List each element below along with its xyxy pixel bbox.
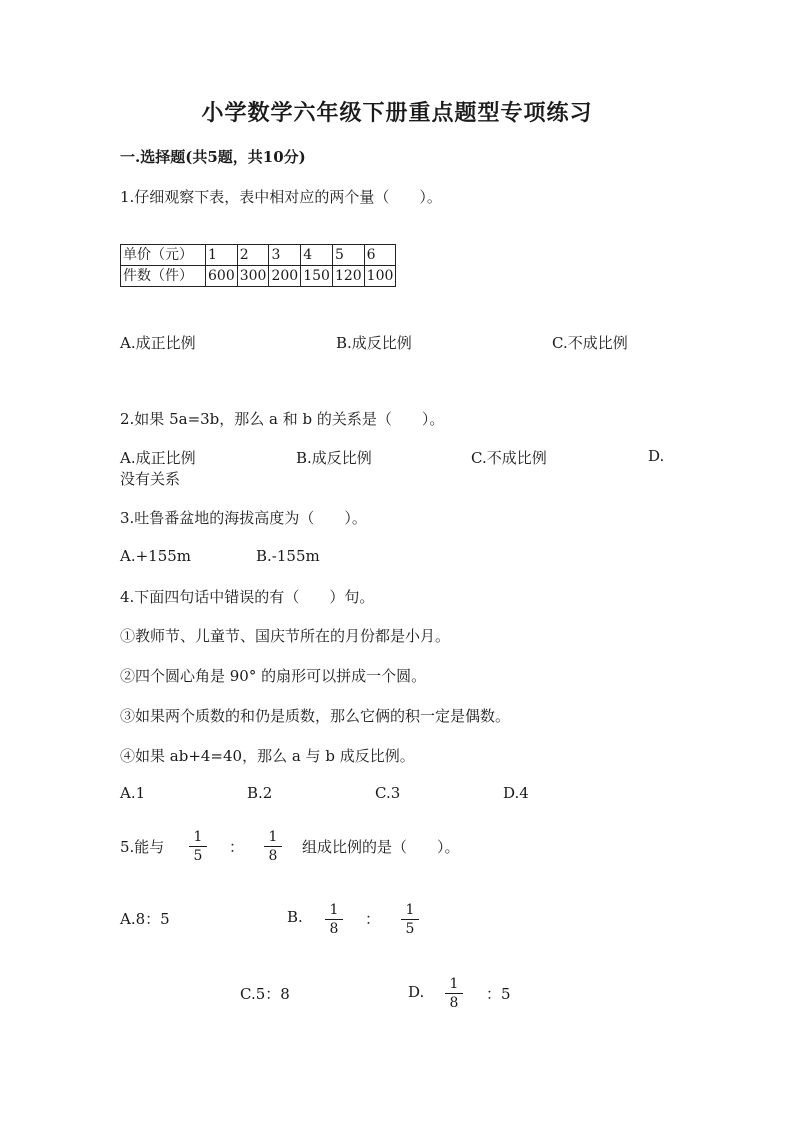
table-cell: 120: [332, 266, 364, 287]
q5-option-b-fraction-2: [401, 902, 419, 937]
table-cell: 6: [364, 245, 396, 266]
q2-option-d-text[interactable]: 没有关系: [120, 470, 181, 488]
table-cell: 4: [301, 245, 333, 266]
q5-ratio-colon: ：: [229, 838, 245, 856]
q5-fraction-one-eighth: [264, 829, 282, 864]
q4-stem: 4.下面四句话中错误的有（ ）句。: [120, 588, 375, 606]
q5-option-d-fraction: [445, 976, 463, 1011]
q3-stem: 3.吐鲁番盆地的海拔高度为（ ）。: [120, 509, 367, 527]
q5-option-b-colon: ：: [365, 910, 381, 928]
fraction-numerator: 1: [193, 829, 203, 845]
table-row: [121, 245, 396, 266]
fraction-bar: [189, 846, 207, 847]
table-row: [121, 266, 396, 287]
fraction-bar: [401, 919, 419, 920]
q4-option-d[interactable]: D.4: [503, 784, 529, 802]
q4-option-b[interactable]: B.2: [247, 784, 273, 802]
table-cell: 5: [332, 245, 364, 266]
fraction-denominator: 5: [405, 921, 415, 937]
q5-stem-prefix: 5.能与: [120, 838, 165, 856]
q2-option-a[interactable]: A.成正比例: [120, 449, 196, 467]
table-cell: 1: [206, 245, 238, 266]
q4-option-c[interactable]: C.3: [375, 784, 401, 802]
fraction-numerator: 1: [268, 829, 278, 845]
q4-statement-3: ③如果两个质数的和仍是质数，那么它俩的积一定是偶数。: [120, 707, 511, 725]
q2-stem: 2.如果 5a=3b，那么 a 和 b 的关系是（ ）。: [120, 410, 445, 428]
q1-option-b[interactable]: B.成反比例: [336, 334, 412, 352]
fraction-bar: [325, 919, 343, 920]
q4-statement-4: ④如果 ab+4=40，那么 a 与 b 成反比例。: [120, 747, 415, 765]
table-cell: 100: [364, 266, 396, 287]
fraction-denominator: 8: [449, 995, 459, 1011]
table-cell: 300: [237, 266, 269, 287]
q5-option-d[interactable]: D.: [408, 983, 425, 1001]
table-cell: 150: [301, 266, 333, 287]
fraction-bar: [264, 846, 282, 847]
q5-fraction-one-fifth: [189, 829, 207, 864]
section-heading: 一.选择题(共5题，共10分): [120, 148, 306, 166]
fraction-bar: [445, 993, 463, 994]
fraction-numerator: 1: [329, 902, 339, 918]
q2-option-d[interactable]: D.: [648, 447, 665, 465]
table-cell: 2: [237, 245, 269, 266]
q3-option-b[interactable]: B.-155m: [256, 547, 320, 565]
q4-option-a[interactable]: A.1: [120, 784, 146, 802]
table-cell: 600: [206, 266, 238, 287]
fraction-denominator: 5: [193, 848, 203, 864]
q2-option-c[interactable]: C.不成比例: [471, 449, 547, 467]
q1-option-a[interactable]: A.成正比例: [120, 334, 196, 352]
q3-option-a[interactable]: A.+155m: [120, 547, 192, 565]
table-cell: 单价（元）: [121, 245, 206, 266]
fraction-denominator: 8: [329, 921, 339, 937]
q4-statement-2: ②四个圆心角是 90° 的扇形可以拼成一个圆。: [120, 667, 427, 685]
q5-option-a[interactable]: A.8：5: [120, 910, 170, 928]
q4-statement-1: ①教师节、儿童节、国庆节所在的月份都是小月。: [120, 627, 451, 645]
table-cell: 件数（件）: [121, 266, 206, 287]
page-title: 小学数学六年级下册重点题型专项练习: [201, 100, 593, 126]
q1-table: [120, 244, 396, 287]
fraction-denominator: 8: [268, 848, 278, 864]
q5-option-b-fraction-1: [325, 902, 343, 937]
q5-option-c[interactable]: C.5：8: [240, 985, 290, 1003]
table-cell: 3: [269, 245, 301, 266]
fraction-numerator: 1: [405, 902, 415, 918]
q5-option-d-suffix: ：5: [486, 985, 511, 1003]
q1-option-c[interactable]: C.不成比例: [552, 334, 628, 352]
q5-stem-suffix: 组成比例的是（ ）。: [302, 838, 460, 856]
q5-option-b[interactable]: B.: [287, 908, 303, 926]
q1-stem: 1.仔细观察下表，表中相对应的两个量（ ）。: [120, 188, 442, 206]
q2-option-b[interactable]: B.成反比例: [296, 449, 372, 467]
fraction-numerator: 1: [449, 976, 459, 992]
table-cell: 200: [269, 266, 301, 287]
